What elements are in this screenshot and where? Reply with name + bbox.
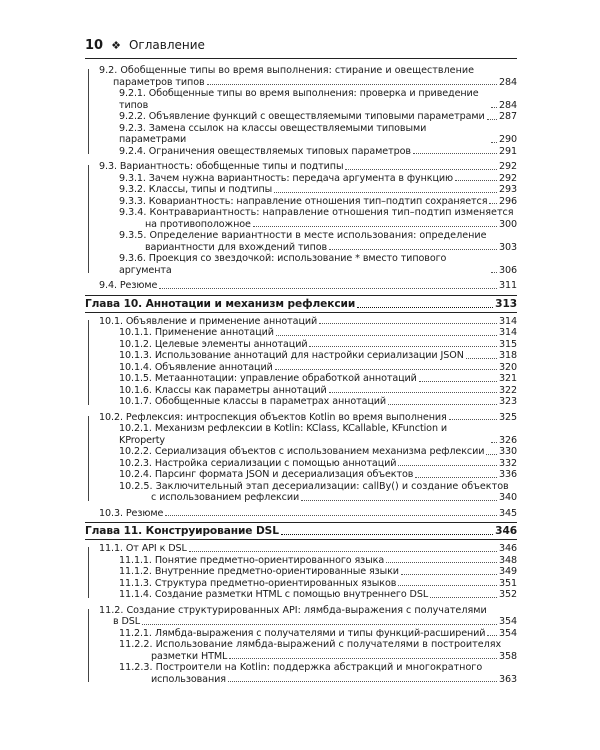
dot-leader	[357, 307, 493, 308]
dot-leader	[329, 392, 497, 393]
toc-page-number: 313	[495, 297, 517, 310]
toc-entry[interactable]	[119, 492, 517, 504]
toc-page-number: 291	[498, 145, 517, 157]
toc-page-number: 318	[498, 350, 517, 361]
toc-page-number: 332	[498, 457, 517, 469]
toc-entry-title: 10.2.1. Механизм рефлексии в Kotlin: KClass, KCallable, KFunction и KProperty	[119, 423, 448, 446]
chapter-title: Глава 11. Конструирование DSL	[85, 525, 279, 537]
toc-entry[interactable]	[119, 458, 517, 470]
toc-entry[interactable]	[119, 385, 517, 397]
toc-entry-title: 10.2. Рефлексия: интроспекция объектов Kotlin во время выполнения	[99, 411, 447, 423]
dot-leader	[415, 477, 497, 478]
toc-entry[interactable]	[119, 111, 517, 123]
toc-page-number: 325	[498, 411, 517, 423]
toc-entry-title: 11.1. От API к DSL	[99, 543, 187, 554]
section-bar	[88, 320, 89, 405]
toc-entry-title: 11.1.2. Внутренние предметно-ориентированные языки	[119, 566, 399, 577]
toc-entry-title: 9.3.3. Ковариантность: направление отношения тип–подтип сохраняется	[119, 195, 488, 207]
toc-entry[interactable]	[119, 628, 517, 640]
toc-entry-title: использования	[151, 673, 226, 685]
toc-entry-title: 10.1.3. Использование аннотаций для настройки сериализации JSON	[119, 350, 464, 361]
section-bar	[88, 416, 89, 501]
dot-leader	[253, 226, 497, 227]
toc-entry-title: 11.1.4. Создание разметки HTML с помощью внутреннего DSL	[119, 589, 429, 600]
toc-entry[interactable]	[119, 146, 517, 158]
chapter-11-heading	[85, 522, 517, 540]
toc-entry[interactable]	[119, 196, 517, 208]
toc-entry-title: 9.2.4. Ограничения овеществляемых типовых параметров	[119, 145, 411, 157]
toc-entry-title: 11.1.3. Структура предметно-ориентированных языков	[119, 577, 397, 589]
toc-entry-title: на противоположное	[145, 218, 251, 230]
toc-page-number: 320	[498, 361, 517, 373]
toc-page-number: 346	[495, 525, 517, 537]
toc-entry-title: с использованием рефлексии	[151, 492, 300, 503]
diamond-icon: ❖	[111, 39, 121, 52]
toc-entry-title: 9.3.2. Классы, типы и подтипы	[119, 184, 273, 195]
toc-entry-title: 10.2.3. Настройка сериализации с помощью аннотаций	[119, 457, 397, 469]
toc-entry-title: 9.4. Резюме	[99, 280, 158, 291]
toc-page-number: 292	[498, 172, 517, 184]
toc-entry-title: 10.2.2. Сериализация объектов с использованием механизма рефлексии	[119, 446, 485, 457]
dot-leader	[489, 203, 497, 204]
dot-leader	[398, 585, 497, 586]
toc-entry[interactable]	[99, 77, 517, 89]
dot-leader	[388, 404, 497, 405]
toc-entry-title: 9.3.4. Контравариантность: направление отношения тип–подтип изменяется	[119, 207, 514, 218]
dot-leader	[398, 465, 497, 466]
dot-leader	[487, 119, 497, 120]
toc-entry[interactable]	[119, 651, 517, 663]
dot-leader	[386, 562, 497, 563]
toc-page-number: 326	[498, 434, 517, 446]
running-title: Оглавление	[128, 38, 205, 52]
toc-page-number: 293	[498, 184, 517, 195]
toc-entry-title: 10.1.6. Классы как параметры аннотаций	[119, 384, 327, 396]
page-header	[85, 38, 517, 59]
toc-entry[interactable]	[119, 339, 517, 351]
toc-page-number: 311	[498, 280, 517, 291]
toc-page-number: 287	[498, 111, 517, 122]
toc-entry[interactable]	[119, 253, 517, 276]
toc-entry-title: 10.1. Объявление и применение аннотаций	[99, 315, 318, 327]
toc-entry-title: 9.3.5. Определение вариантности в месте использования: определение	[119, 230, 487, 241]
dot-leader	[486, 454, 497, 455]
dot-leader	[309, 346, 497, 347]
toc-entry[interactable]	[99, 161, 517, 173]
dot-leader	[419, 381, 497, 382]
toc-entry-title: 10.1.1. Применение аннотаций	[119, 327, 274, 338]
toc-entry[interactable]	[85, 508, 517, 520]
toc-entry-title: 10.1.7. Обобщенные классы в параметрах аннотаций	[119, 396, 387, 407]
toc-entry[interactable]	[99, 412, 517, 424]
dot-leader	[430, 597, 497, 598]
toc-chapter-entry[interactable]	[85, 298, 517, 311]
toc-entry[interactable]	[119, 242, 517, 254]
toc-entry-title: 9.2.2. Объявление функций с овеществляемыми типовыми параметрами	[119, 111, 485, 122]
dot-leader	[281, 534, 493, 535]
dot-leader	[401, 574, 497, 575]
dot-leader	[229, 658, 497, 659]
toc-page-number: 352	[498, 589, 517, 600]
toc-entry[interactable]	[119, 362, 517, 374]
toc-page-number: 290	[498, 134, 517, 145]
toc-page-number: 354	[498, 616, 517, 627]
toc-entry-title: 10.1.2. Целевые элементы аннотаций	[119, 338, 308, 350]
toc-entry[interactable]	[119, 566, 517, 578]
dot-leader	[189, 551, 497, 552]
dot-leader	[491, 272, 497, 273]
section-10-2	[85, 412, 517, 504]
dot-leader	[142, 624, 497, 625]
toc-entry-title: 9.3. Вариантность: обобщенные типы и подтипы	[99, 161, 344, 172]
dot-leader	[275, 369, 497, 370]
toc-entry-title: 11.2.2. Использование лямбда-выражений с получателями в построителях	[119, 639, 502, 650]
dot-leader	[413, 153, 497, 154]
toc-entry[interactable]	[119, 469, 517, 481]
toc-entry[interactable]	[119, 219, 517, 231]
section-10-1	[85, 316, 517, 408]
toc-page-number: 300	[498, 218, 517, 230]
toc-entry-title: вариантности для вхождений типов	[145, 241, 328, 253]
dot-leader	[329, 249, 497, 250]
toc-entry[interactable]	[119, 578, 517, 590]
toc-entry-title: 10.2.5. Заключительный этап десериализации: callBy() и создание объектов	[119, 480, 509, 492]
dot-leader	[466, 358, 497, 359]
chapter-title: Глава 10. Аннотации и механизм рефлексии	[85, 297, 356, 310]
toc-entry[interactable]	[119, 373, 517, 385]
toc-page-number: 284	[498, 99, 517, 111]
toc-entry-title: 9.3.1. Зачем нужна вариантность: передача аргумента в функцию	[119, 172, 454, 184]
toc-page-number: 363	[498, 673, 517, 685]
toc-entry[interactable]	[99, 543, 517, 555]
toc-entry-title: 9.2.1. Обобщенные типы во время выполнения: проверка и приведение типов	[119, 88, 479, 111]
toc-page-number: 345	[498, 507, 517, 519]
toc-entry-title: 11.2. Создание структурированных API: лямбда-выражения с получателями	[99, 604, 487, 616]
toc-entry[interactable]	[99, 316, 517, 328]
toc-entry[interactable]	[119, 88, 517, 111]
toc-entry-title: 9.3.6. Проекция со звездочкой: использование * вместо типового аргумента	[119, 253, 447, 276]
toc-entry[interactable]	[99, 616, 517, 628]
toc-entry-title: 10.3. Резюме	[99, 507, 164, 519]
toc-page-number: 296	[498, 195, 517, 207]
toc-page-number: 349	[498, 566, 517, 577]
toc-page-number: 321	[498, 373, 517, 384]
dot-leader	[491, 442, 497, 443]
dot-leader	[491, 107, 497, 108]
toc-entry-title: 9.2. Обобщенные типы во время выполнения: стирание и овеществление	[99, 65, 474, 76]
toc-entry[interactable]	[119, 555, 517, 567]
page-number: 10	[85, 38, 104, 53]
toc-entry-title: 11.2.3. Построители на Kotlin: поддержка абстракций и многократного	[119, 662, 483, 673]
toc-entry[interactable]	[119, 173, 517, 185]
toc-entry[interactable]	[119, 423, 517, 446]
toc-page-number: 336	[498, 469, 517, 480]
section-11-2	[85, 605, 517, 686]
toc-page-number: 348	[498, 554, 517, 566]
toc-page-number: 292	[498, 161, 517, 172]
section-bar	[88, 165, 89, 273]
toc-page-number: 330	[498, 446, 517, 457]
toc-entry[interactable]	[119, 350, 517, 362]
dot-leader	[207, 84, 497, 85]
dot-leader	[165, 515, 497, 516]
toc-entry-title: 10.2.4. Парсинг формата JSON и десериализация объектов	[119, 469, 414, 480]
toc-page-number: 314	[498, 315, 517, 327]
dot-leader	[159, 288, 497, 289]
section-9-2	[85, 65, 517, 157]
toc-entry[interactable]	[119, 446, 517, 458]
toc-page-number: 354	[498, 627, 517, 639]
toc-entry-title: 9.2.3. Замена ссылок на классы овеществляемыми типовыми параметрами	[119, 122, 427, 145]
toc-entry[interactable]	[119, 184, 517, 196]
toc-entry-title: 11.2.1. Лямбда-выражения с получателями и типы функций-расширений	[119, 627, 486, 639]
toc-page-number: 306	[498, 264, 517, 276]
dot-leader	[345, 169, 497, 170]
dot-leader	[319, 323, 497, 324]
toc-page-number: 314	[498, 327, 517, 338]
section-11-1	[85, 543, 517, 601]
chapter-10-heading	[85, 295, 517, 313]
dot-leader	[455, 180, 497, 181]
dot-leader	[274, 192, 497, 193]
toc-page-number: 284	[498, 76, 517, 88]
toc-page-number: 323	[498, 396, 517, 407]
toc-page-number: 358	[498, 650, 517, 662]
toc-page-number: 303	[498, 241, 517, 253]
section-9-3	[85, 161, 517, 276]
dot-leader	[449, 419, 497, 420]
dot-leader	[491, 142, 497, 143]
toc-page-number: 351	[498, 577, 517, 589]
dot-leader	[301, 500, 497, 501]
toc-entry-title: разметки HTML	[151, 650, 228, 662]
toc-entry-title: параметров типов	[113, 76, 205, 88]
toc-page-number: 322	[498, 384, 517, 396]
toc-entry[interactable]	[119, 674, 517, 686]
toc-entry[interactable]	[119, 123, 517, 146]
toc-entry-title: 11.1.1. Понятие предметно-ориентированного языка	[119, 554, 385, 566]
dot-leader	[228, 681, 497, 682]
toc-chapter-entry[interactable]	[85, 525, 517, 538]
toc-entry-title: в DSL	[113, 616, 141, 627]
toc-entry-title: 10.1.4. Объявление аннотаций	[119, 361, 273, 373]
toc-entry[interactable]	[119, 396, 517, 408]
section-bar	[88, 609, 89, 683]
dot-leader	[487, 635, 497, 636]
toc-page-number: 340	[498, 492, 517, 503]
toc-page-number: 346	[498, 543, 517, 554]
toc-entry-title: 10.1.5. Метааннотации: управление обработкой аннотаций	[119, 373, 417, 384]
toc-page-number: 315	[498, 338, 517, 350]
table-of-contents	[85, 65, 517, 685]
section-bar	[88, 547, 89, 598]
toc-entry[interactable]	[119, 589, 517, 601]
toc-entry[interactable]	[119, 327, 517, 339]
dot-leader	[276, 335, 497, 336]
section-bar	[88, 69, 89, 154]
toc-entry[interactable]	[85, 280, 517, 292]
